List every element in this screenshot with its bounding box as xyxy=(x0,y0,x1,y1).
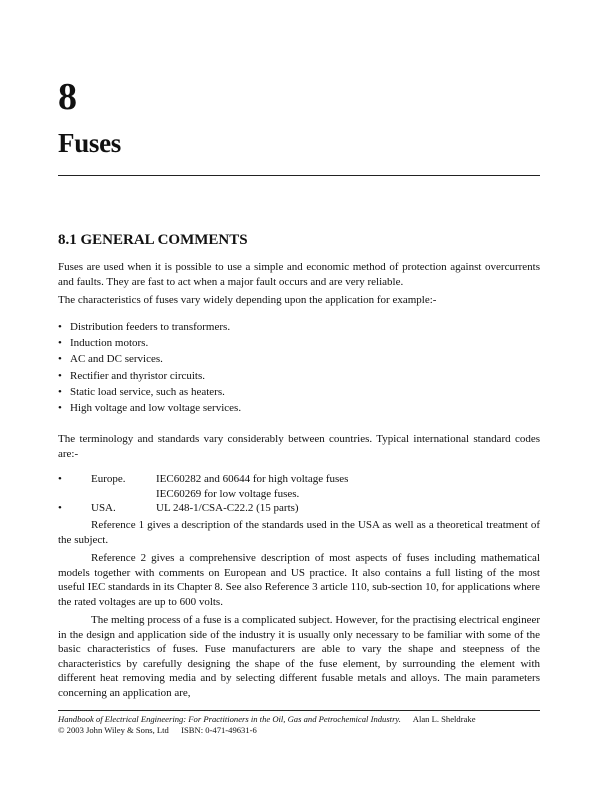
section-heading: 8.1 GENERAL COMMENTS xyxy=(58,232,248,248)
standards-text: IEC60269 for low voltage fuses. xyxy=(156,487,300,500)
bullet-icon: • xyxy=(58,369,62,382)
paragraph-intro: Fuses are used when it is possible to use a simple and economic method of protection against overcurrents and faults. They are fast to act when a major fault occurs and are very reliable. xyxy=(58,261,540,288)
bullet-icon: • xyxy=(58,401,62,414)
bullet-icon: • xyxy=(58,321,62,333)
paragraph-characteristics: The characteristics of fuses vary widely depending upon the application for example:- xyxy=(58,294,437,306)
list-item: • Rectifier and thyristor circuits. xyxy=(58,369,206,382)
list-item: • Induction motors. xyxy=(58,337,149,350)
list-item: • Static load service, such as heaters. xyxy=(58,385,225,398)
standards-text: IEC60282 and 60644 for high voltage fuses xyxy=(156,473,349,485)
list-item: • AC and DC services. xyxy=(58,353,163,366)
bullet-icon: • xyxy=(58,502,62,514)
paragraph-terminology: The terminology and standards vary considerably between countries. Typical international standard codes are:- xyxy=(58,433,540,460)
bullet-icon: • xyxy=(58,353,62,366)
paragraph-reference-1: Reference 1 gives a description of the standards used in the USA as well as a theoretical treatment of the subject. xyxy=(58,519,540,546)
list-item: • Distribution feeders to transformers. xyxy=(58,321,231,333)
standards-row xyxy=(58,487,540,502)
footer-author: Alan L. Sheldrake xyxy=(412,714,476,724)
footer-book-title: Handbook of Electrical Engineering: For Practitioners in the Oil, Gas and Petrochemical Industry. xyxy=(58,714,401,724)
standards-text: UL 248-1/CSA-C22.2 (15 parts) xyxy=(156,502,299,514)
footer-line-1 xyxy=(58,714,540,725)
list-item: • High voltage and low voltage services. xyxy=(58,401,242,414)
applications-list xyxy=(58,319,540,416)
chapter-number: 8 xyxy=(58,76,77,118)
footer-isbn: ISBN: 0-471-49631-6 xyxy=(181,725,257,735)
chapter-title: Fuses xyxy=(58,128,122,158)
standards-region: Europe. xyxy=(91,473,126,485)
bullet-icon: • xyxy=(58,337,62,350)
footer-line-2 xyxy=(58,725,540,736)
standards-region: USA. xyxy=(91,502,116,514)
standards-row xyxy=(58,501,540,516)
footer-copyright: © 2003 John Wiley & Sons, Ltd xyxy=(58,725,169,735)
bullet-icon: • xyxy=(58,385,62,398)
standards-row xyxy=(58,472,540,487)
standards-list xyxy=(58,472,540,516)
bullet-icon: • xyxy=(58,473,62,485)
paragraph-melting-process: The melting process of a fuse is a complicated subject. However, for the practising electrical engineer in the design and application side of the industry it is usually only necessary to be familiar with some of the basic characteristics of fuses. Fuse manufacturers are able to vary the shape and steepness of the characteristics by carefully designing the shape of the fuse element, by surrounding the element with different heat removing media and by selecting different fusable metals and alloys. The main parameters concerning an application are, xyxy=(58,614,540,699)
paragraph-reference-2: Reference 2 gives a comprehensive description of most aspects of fuses including mathematical models together with comments on European and US practice. It also contains a full listing of the most useful IEC standards in its Chapter 8. See also Reference 3 article 110, sub-section 10, for applications where the rated voltages are up to 600 volts. xyxy=(58,552,540,608)
chapter-divider xyxy=(58,175,540,176)
footer-divider xyxy=(58,710,540,711)
